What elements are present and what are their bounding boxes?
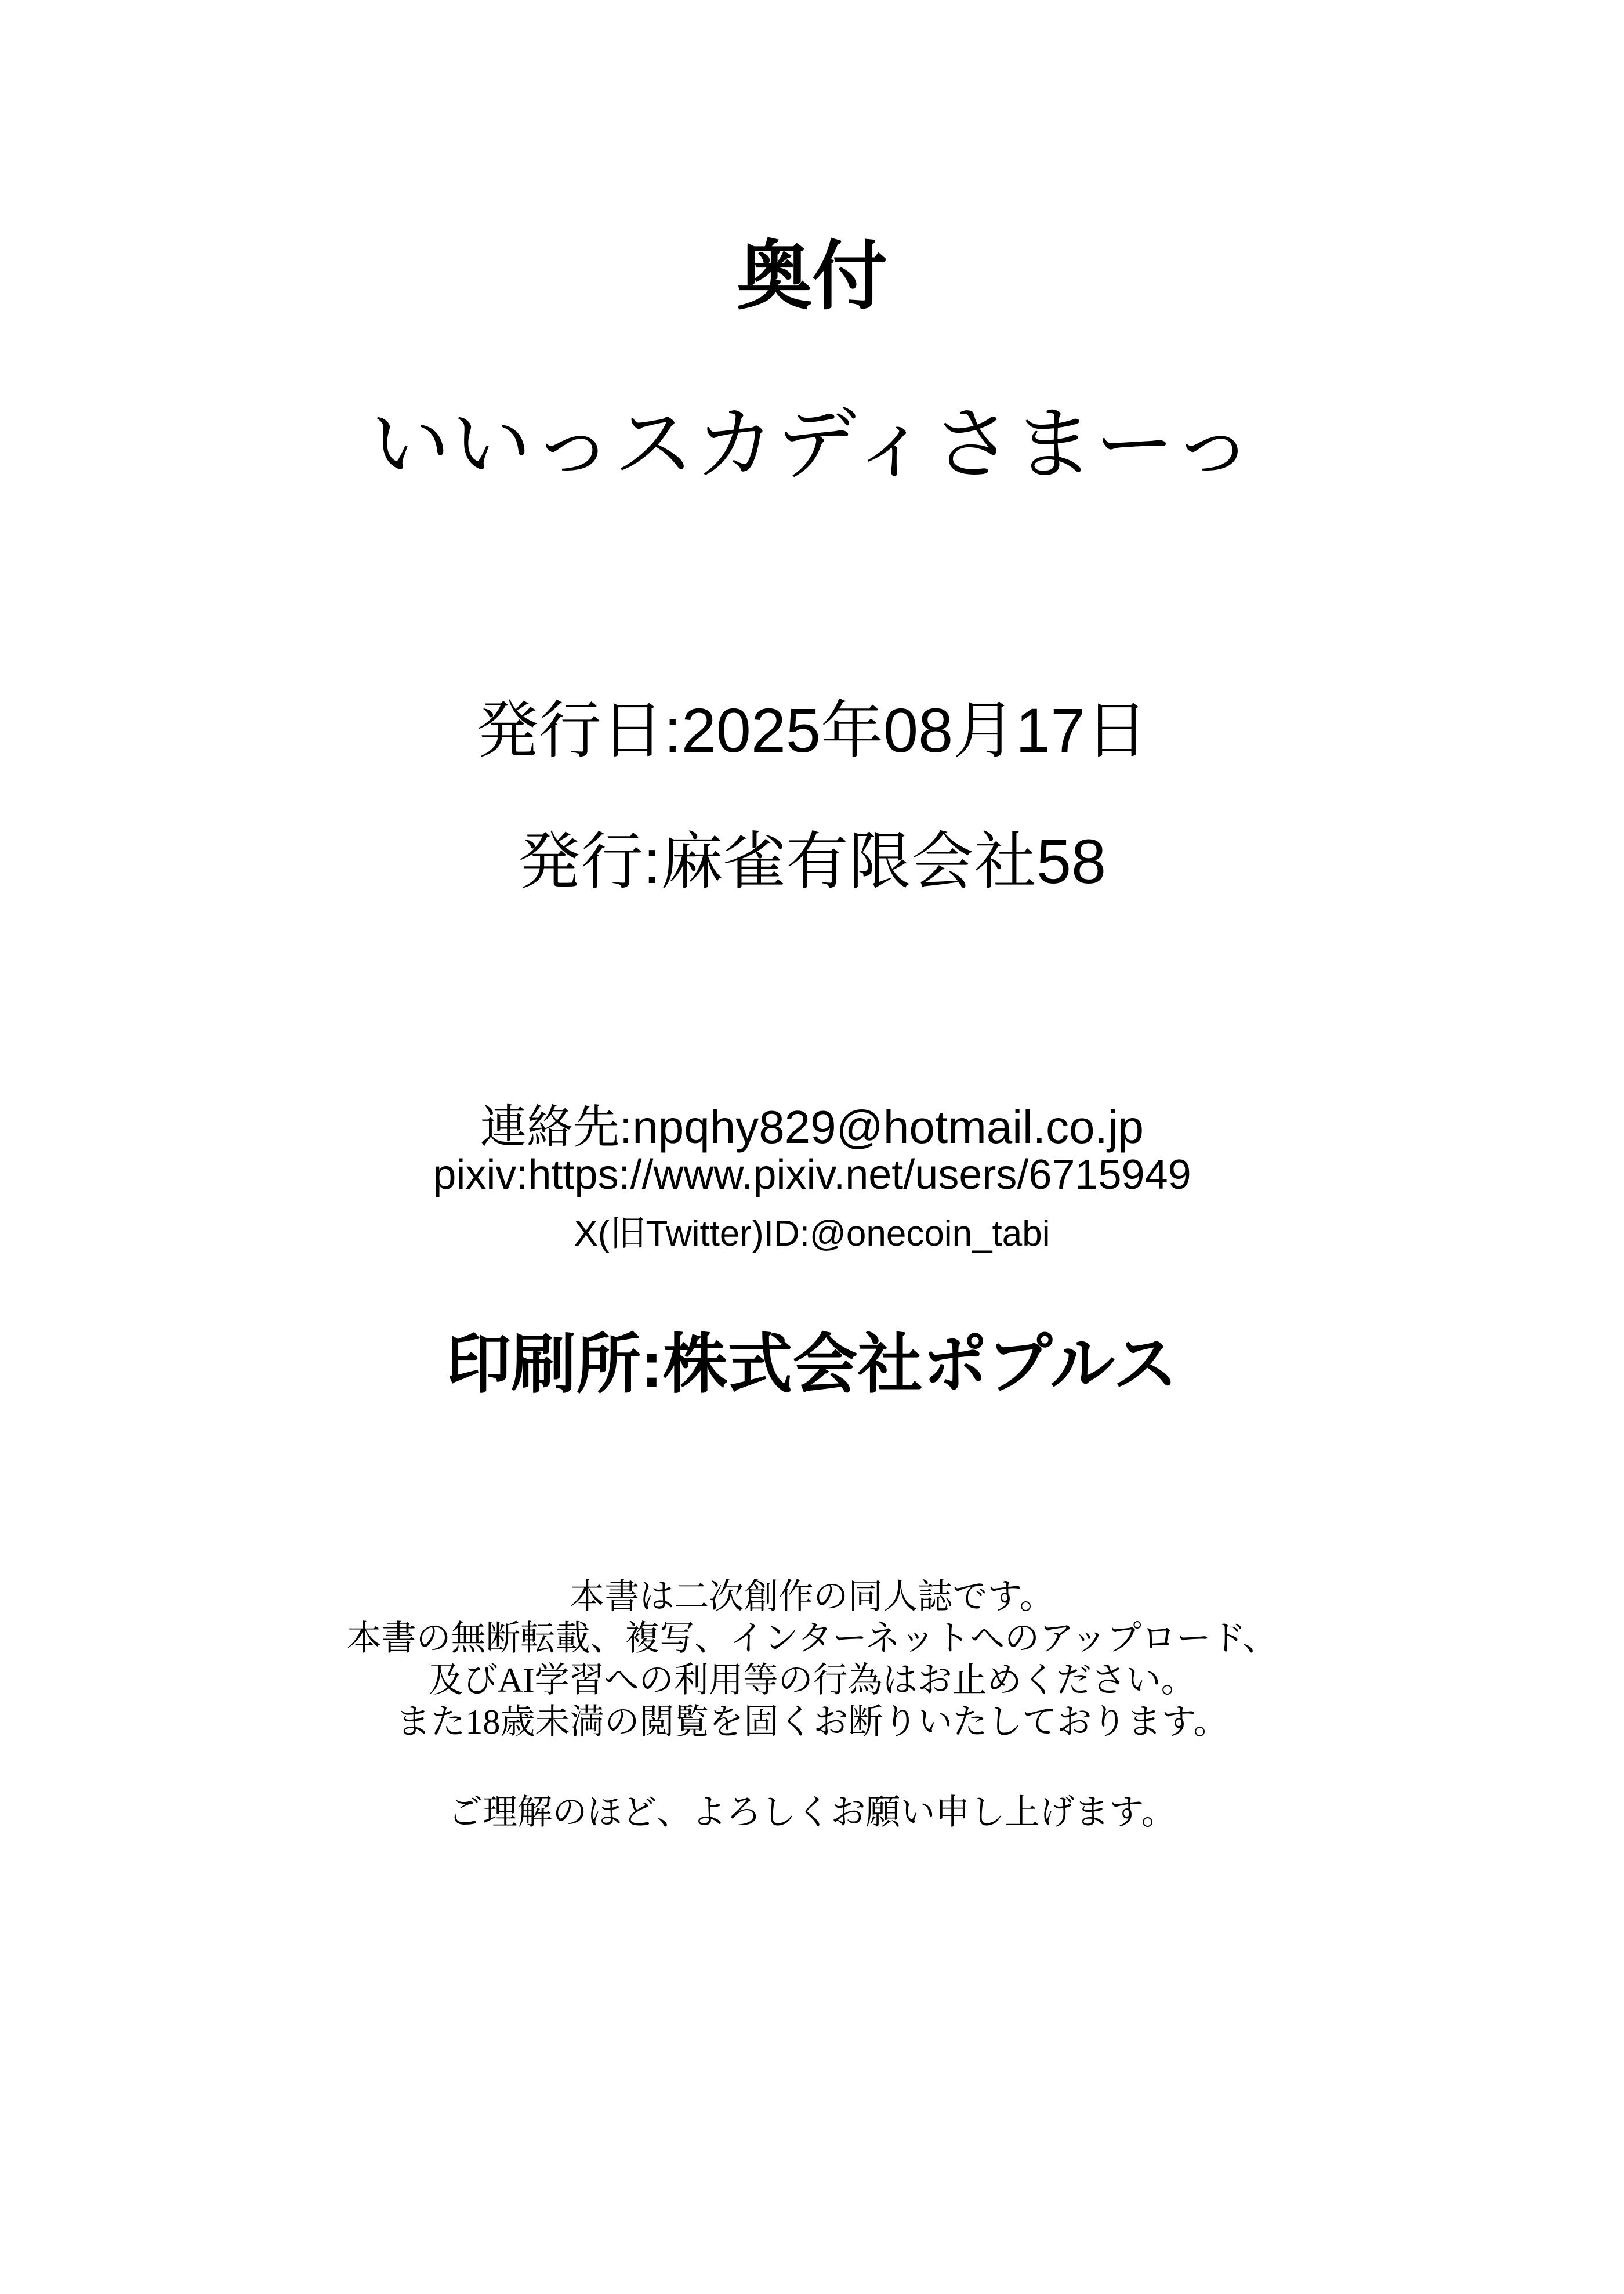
book-title: いいっスカディさまーっ	[370, 400, 1254, 489]
disclaimer-line-1: 本書は二次創作の同人誌です。	[570, 1577, 1054, 1616]
contact-x-id: X(旧Twitter)ID:@onecoin_tabi	[574, 1214, 1050, 1254]
disclaimer-line-2: 本書の無断転載、複写、インターネットへのアップロード、	[346, 1619, 1278, 1658]
disclaimer-line-3: 及びAI学習への利用等の行為はお止めください。	[428, 1661, 1196, 1699]
disclaimer-paragraph	[0, 1576, 1624, 1743]
contact-pixiv-url: pixiv:https://www.pixiv.net/users/6715949	[433, 1152, 1191, 1198]
printer: 印刷所:株式会社ポプルス	[446, 1328, 1178, 1401]
page-title: 奥付	[736, 234, 887, 319]
closing-message: ご理解のほど、よろしくお願い申し上げます。	[448, 1793, 1176, 1832]
publisher: 発行:麻雀有限会社58	[517, 826, 1107, 896]
disclaimer-line-4: また18歳未満の閲覧を固くお断りいたしております。	[396, 1703, 1228, 1741]
contact-email: 連絡先:npqhy829@hotmail.co.jp	[480, 1101, 1144, 1153]
publication-date: 発行日:2025年08月17日	[476, 695, 1148, 765]
